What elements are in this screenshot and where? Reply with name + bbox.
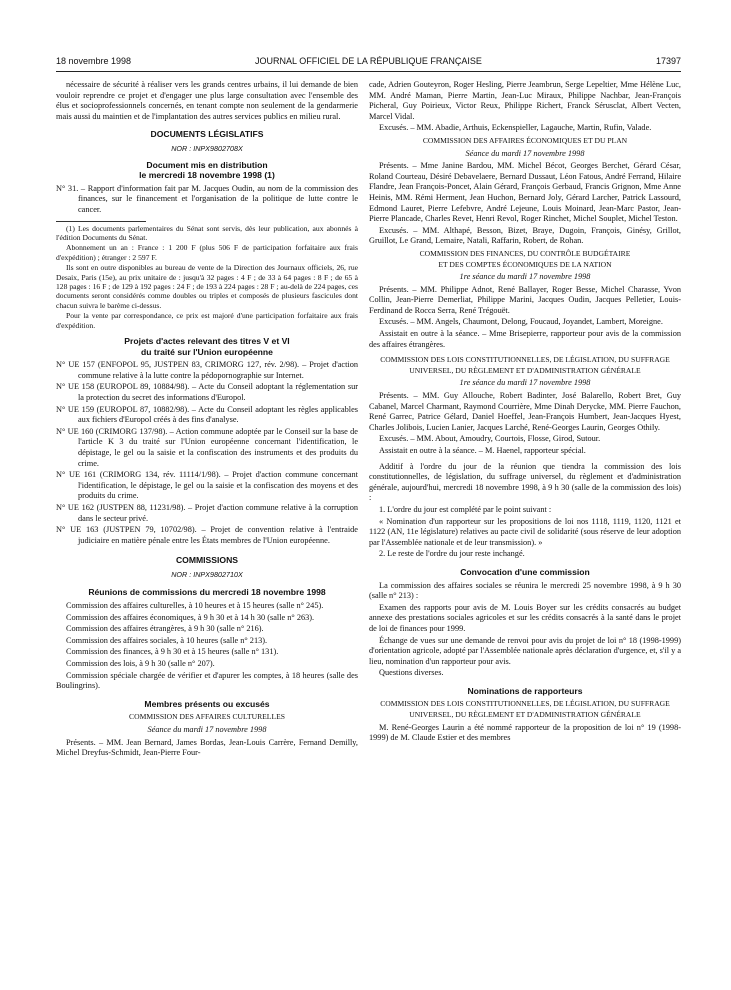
- commission-name: COMMISSION DES AFFAIRES CULTURELLES: [129, 712, 285, 722]
- ue-entry: N° UE 159 (EUROPOL 87, 10882/98). – Acte du Conseil adoptant les règles applicables aux fichiers d'Europol créés à des fins d'analyse.: [56, 404, 358, 425]
- distribution-title: Document mis en distribution: [146, 159, 268, 170]
- footnote: Ils sont en outre disponibles au bureau de vente de la Direction des Journaux officiels, 26, rue Desaix, Paris (15e), au prix unitaire de : jusqu'à 32 pages : 4 F ; de 33 à 64 pages : 8 F ; de 65 à 128 pages : 16 F ; de 129 à 192 pages : 24 F ; de 193 à 224 pages : 28 F ; au-delà de 224 pages, ces documents seront considérés comme doubles ou triples et composés de plusieurs fascicules dont chacun suivra le barème ci-dessus.: [56, 263, 358, 310]
- assist-note: Assistait en outre à la séance. – Mme Brisepierre, rapporteur pour avis de la commission des affaires étrangères.: [369, 329, 681, 349]
- distribution-date: le mercredi 18 novembre 1998 (1): [139, 170, 275, 181]
- presents-list: Présents. – MM. Jean Bernard, James Bordas, Jean-Louis Carrère, Fernand Demilly, Michel Dreyfus-Schmidt, Jean-Pierre Four-: [56, 737, 358, 758]
- header-journal-title: JOURNAL OFFICIEL DE LA RÉPUBLIQUE FRANÇAISE: [255, 56, 482, 66]
- convocation-title: Convocation d'une commission: [460, 566, 590, 577]
- presents-list: Présents. – MM. Guy Allouche, Robert Badinter, José Balarello, Robert Bret, Guy Cabanel, Marcel Charmant, Raymond Courrière, Mme Dinah Derycke, MM. Pierre Fauchon, René Garrec, Patrice Gélard, Daniel Hoeffel, Jean-François Humbert, Jean-Jacques Hyest, Charles Jolibois, Lucien Lanier, Jacques Larché, René-Georges Laurin, Georges Othily.: [369, 391, 681, 432]
- page-header: [56, 56, 681, 70]
- footnote: (1) Les documents parlementaires du Sénat sont servis, dès leur publication, aux abonnés à l'édition Documents du Sénat.: [56, 223, 358, 242]
- section-title-documents: DOCUMENTS LÉGISLATIFS: [150, 129, 264, 140]
- header-page-number: 17397: [655, 56, 681, 66]
- paragraph: Examen des rapports pour avis de M. Louis Boyer sur les crédits consacrés au budget annexe des prestations sociales agricoles et sur les crédits consacrés à la santé dans le projet de loi de finances pour 1999.: [369, 602, 681, 633]
- excuses-list: Excusés. – MM. Angels, Chaumont, Delong, Foucaud, Joyandet, Lambert, Moreigne.: [379, 317, 663, 327]
- additif-point: 2. Le reste de l'ordre du jour reste inchangé.: [379, 549, 525, 559]
- excuses-list: Excusés. – MM. Althapé, Besson, Bizet, Braye, Dugoin, François, Ginésy, Grillot, Gruillot, Le Grand, Lemaire, Natali, Raffarin, Robert, de Rohan.: [369, 225, 681, 246]
- paragraph: Échange de vues sur une demande de renvoi pour avis du projet de loi n° 18 (1998-1999) d'orientation agricole, adopté par l'Assemblée nationale après déclaration d'urgence, et, s'il y a lieu, nomination d'un rapporteur pour avis.: [369, 635, 682, 666]
- header-date: 18 novembre 1998: [56, 56, 132, 66]
- presents-list: Présents. – Mme Janine Bardou, MM. Michel Bécot, Georges Berchet, Gérard César, Roland Courteau, Désiré Debavelaere, Bernard Dussaut, Léon Fatous, André Ferrand, Hilaire Flandre, Jean François-Poncet, Alain Gérard, François Gerbaud, Francis Grignon, Mme Anne Heinis, MM. Rémi Herment, Jean Huchon, Bernard Joly, Gérard Larcher, Patrick Lassourd, Edmond Lauret, Pierre Lefebvre, André Lejeune, Louis Moinard, Jean-Marc Pastor, Jean-Pierre Plancade, Charles Revet, Henri Revol, Roger Rinchet, Michel Souplet, Michel Teston.: [369, 161, 681, 224]
- ue-entry: N° UE 158 (EUROPOL 89, 10884/98). – Acte du Conseil adoptant la réglementation sur la protection du secret des informations d'Europol.: [56, 382, 358, 402]
- seance-date: Séance du mardi 17 novembre 1998: [465, 148, 585, 158]
- footnote-rule: [56, 221, 146, 222]
- paragraph: La commission des affaires sociales se réunira le mercredi 25 novembre 1998, à 9 h 30 (salle n° 213) :: [369, 580, 681, 601]
- paragraph: M. René-Georges Laurin a été nommé rapporteur de la proposition de loi n° 19 (1998-1999) de M. Claude Estier et des membres: [369, 722, 681, 743]
- commission-name-line2: ET DES COMPTES ÉCONOMIQUES DE LA NATION: [438, 259, 612, 269]
- projets-subtitle: du traité sur l'Union européenne: [141, 346, 273, 357]
- section-title-commissions: COMMISSIONS: [175, 555, 239, 566]
- reunions-title: Réunions de commissions du mercredi 18 novembre 1998: [88, 587, 326, 598]
- reunion-item: Commission des affaires étrangères, à 9 h 30 (salle n° 216).: [66, 624, 264, 634]
- reunion-item: Commission des affaires sociales, à 10 heures (salle n° 213).: [66, 635, 268, 645]
- additif-point: 1. L'ordre du jour est complété par le point suivant :: [379, 504, 552, 514]
- assist-note: Assistait en outre à la séance. – M. Haenel, rapporteur spécial.: [379, 446, 586, 455]
- ue-entry: N° UE 160 (CRIMORG 137/98). – Action commune adoptée par le Conseil sur la base de l'article K 3 du traité sur l'Union européenne concernant l'identification, le dépistage, le gel ou la saisie et la confiscation des instruments et des produits du crime.: [56, 426, 358, 468]
- nor-reference: NOR : INPX9802710X: [171, 569, 243, 579]
- presents-list-continued: cade, Adrien Gouteyron, Roger Hesling, Pierre Jeambrun, Serge Lepeltier, Mme Hélène Luc, MM. André Maman, Pierre Martin, Jean-Luc Miraux, Philippe Nachbar, Jean-François Picheral, Guy Poirieux, Victor Reux, Philippe Richert, Franck Sérusclat, Albert Vecten, Marcel Vidal.: [369, 80, 681, 121]
- ue-entry: N° UE 163 (JUSTPEN 79, 10702/98). – Projet de convention relative à l'entraide judiciaire en matière pénale entre les États membres de l'Union européenne.: [56, 525, 358, 545]
- ue-entry: N° UE 162 (JUSTPEN 88, 11231/98). – Projet d'action commune relative à la corruption dans le secteur privé.: [56, 502, 358, 523]
- paragraph: Questions diverses.: [379, 668, 444, 678]
- projets-title: Projets d'actes relevant des titres V et VI: [124, 336, 290, 346]
- additif-quote: « Nomination d'un rapporteur sur les propositions de loi nos 1118, 1119, 1120, 1121 et 1122 (AN, 11e législature) relatives au pacte civil de solidarité (sous réserve de leur adoption par l'Assemblée nationale et de leur transmission). »: [369, 516, 681, 547]
- ue-entry: N° UE 161 (CRIMORG 134, rév. 11114/1/98). – Projet d'action commune concernant l'identification, le dépistage, le gel ou la saisie et la confiscation des moyens et des produits du crime.: [56, 470, 358, 501]
- reunion-item: Commission des finances, à 9 h 30 et à 15 heures (salle n° 131).: [66, 647, 279, 657]
- presents-list: Présents. – MM. Philippe Adnot, René Ballayer, Roger Besse, Michel Charasse, Yvon Collin, Jean-Pierre Demerliat, Philippe Marini, Jacques Oudin, Jacques Pelletier, Louis-Ferdinand de Rocca Serra, René Trégouët.: [369, 284, 681, 315]
- commission-name: COMMISSION DES LOIS CONSTITUTIONNELLES, DE LÉGISLATION, DU SUFFRAGE UNIVERSEL, DU RÈGLEMENT ET D'ADMINISTRATION GÉNÉRALE: [380, 355, 670, 375]
- left-column: [56, 80, 358, 760]
- seance-date: 1re séance du mardi 17 novembre 1998: [459, 378, 591, 388]
- header-rule: [56, 71, 681, 72]
- ue-entry: N° UE 157 (ENFOPOL 95, JUSTPEN 83, CRIMORG 127, rév. 2/98). – Projet d'action commune relative à la lutte contre la pédopornographie sur Internet.: [56, 360, 358, 380]
- right-column: [369, 80, 681, 745]
- membres-title: Membres présents ou excusés: [144, 698, 270, 709]
- nominations-title: Nominations de rapporteurs: [467, 685, 583, 696]
- footnote: Pour la vente par correspondance, ce prix est majoré d'une participation forfaitaire aux frais d'expédition.: [56, 311, 358, 330]
- reunion-item: Commission spéciale chargée de vérifier et d'apurer les comptes, à 18 heures (salle des Boulingrins).: [56, 670, 358, 691]
- document-entry: N° 31. – Rapport d'information fait par M. Jacques Oudin, au nom de la commission des finances, sur le financement et l'organisation de la politique de lutte contre le cancer.: [56, 183, 358, 214]
- reunion-item: Commission des affaires économiques, à 9 h 30 et à 14 h 30 (salle n° 263).: [66, 612, 315, 622]
- reunion-item: Commission des lois, à 9 h 30 (salle n° 207).: [66, 659, 215, 669]
- reunion-item: Commission des affaires culturelles, à 10 heures et à 15 heures (salle n° 245).: [66, 601, 324, 611]
- excuses-list: Excusés. – MM. About, Amoudry, Courtois, Flosse, Girod, Sutour.: [379, 434, 601, 444]
- nor-reference: NOR : INPX9802708X: [171, 143, 243, 153]
- commission-name: COMMISSION DES AFFAIRES ÉCONOMIQUES ET DU PLAN: [422, 135, 628, 145]
- commission-name: COMMISSION DES LOIS CONSTITUTIONNELLES, DE LÉGISLATION, DU SUFFRAGE UNIVERSEL, DU RÈGLEMENT ET D'ADMINISTRATION GÉNÉRALE: [380, 699, 670, 720]
- additif-paragraph: Additif à l'ordre du jour de la réunion que tiendra la commission des lois constitutionnelles, de législation, du suffrage universel, du règlement et d'administration générale, aujourd'hui, mercredi 18 novembre 1998, à 9 h 30 (salle de la commission des lois) :: [369, 461, 681, 503]
- commission-name: COMMISSION DES FINANCES, DU CONTRÔLE BUDGÉTAIRE: [419, 248, 631, 258]
- footnote: Abonnement un an : France : 1 200 F (plus 506 F de participation forfaitaire aux frais d'expédition) ; étranger : 2 597 F.: [56, 243, 358, 262]
- paragraph: nécessaire de sécurité à réaliser vers les grands centres urbains, il lui demande de bien vouloir reprendre ce projet et d'engager une plus large consultation avec l'ensemble des élus et socioprofessionnels concernés, en tenant compte non seulement de la gendarmerie mais aussi du maintien et de l'implantation des autres services publics en milieu rural.: [56, 80, 358, 121]
- seance-date: Séance du mardi 17 novembre 1998: [147, 725, 267, 734]
- seance-date: 1re séance du mardi 17 novembre 1998: [459, 272, 591, 282]
- excuses-list: Excusés. – MM. Abadie, Arthuis, Eckenspieller, Lagauche, Martin, Rufin, Valade.: [379, 123, 652, 133]
